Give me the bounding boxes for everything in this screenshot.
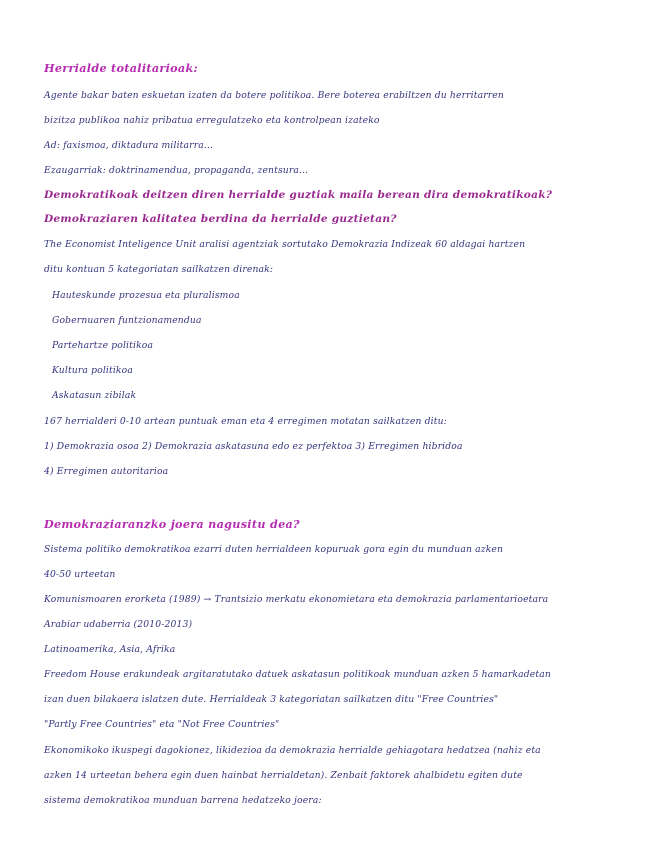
text-line: Sistema politiko demokratikoa ezarri duten herrialdeen kopuruak gora egin du munduan azken (44, 544, 504, 555)
category-item: Gobernuaren funtzionamendua (52, 315, 202, 326)
text-line: "Partly Free Countries" eta "Not Free Countries" (44, 719, 280, 730)
text-line: Freedom House erakundeak argitaratutako datuek askatasun politikoak munduan azken 5 hamarkadetan (44, 669, 551, 680)
text-line: Agente bakar baten eskuetan izaten da botere politikoa. Bere boterea erabiltzen du herritarren (44, 90, 504, 101)
text-line: The Economist Inteligence Unit aralisi agentziak sortutako Demokrazia Indizeak 60 aldagai hartzen (44, 239, 526, 250)
regime-list: 1) Demokrazia osoa 2) Demokrazia askatasuna edo ez perfektoa 3) Erregimen hibridoa (44, 441, 463, 452)
text-line: ditu kontuan 5 kategoriatan sailkatzen direnak: (44, 264, 274, 275)
heading-democratization: Demokraziaranzko joera nagusitu dea? (44, 517, 300, 531)
text-line: 167 herrialderi 0-10 artean puntuak eman eta 4 erregimen motatan sailkatzen ditu: (44, 416, 447, 427)
text-line: Ad: faxismoa, diktadura militarra... (44, 140, 214, 151)
category-item: Kultura politikoa (52, 365, 133, 376)
category-item: Partehartze politikoa (52, 340, 154, 351)
text-line: izan duen bilakaera islatzen dute. Herrialdeak 3 kategoriatan sailkatzen ditu "Free Countries" (44, 694, 499, 705)
question-heading: Demokraziaren kalitatea berdina da herrialde guztietan? (44, 213, 397, 225)
text-line: Arabiar udaberria (2010-2013) (44, 619, 193, 630)
category-item: Askatasun zibilak (52, 390, 137, 401)
text-line: sistema demokratikoa munduan barrena hedatzeko joera: (44, 795, 322, 806)
text-line: Ezaugarriak: doktrinamendua, propaganda, zentsura... (44, 165, 309, 176)
text-line: Latinoamerika, Asia, Afrika (44, 644, 176, 655)
question-heading: Demokratikoak deitzen diren herrialde guztiak maila berean dira demokratikoak? (44, 189, 553, 201)
heading-totalitarian: Herrialde totalitarioak: (44, 61, 198, 75)
text-line: bizitza publikoa nahiz pribatua erregulatzeko eta kontrolpean izateko (44, 115, 380, 126)
text-line: azken 14 urteetan behera egin duen hainbat herrialdetan). Zenbait faktorek ahalbidetu egiten dute (44, 770, 523, 781)
text-line: 40-50 urteetan (44, 569, 116, 580)
text-line: Komunismoaren erorketa (1989) → Trantsizio merkatu ekonomietara eta demokrazia parlamentarioetara (44, 594, 549, 605)
category-item: Hauteskunde prozesua eta pluralismoa (52, 290, 240, 301)
regime-list: 4) Erregimen autoritarioa (44, 466, 169, 477)
text-line: Ekonomikoko ikuspegi dagokionez, likidezioa da demokrazia herrialde gehiagotara hedatzea (nahiz eta (44, 745, 541, 756)
